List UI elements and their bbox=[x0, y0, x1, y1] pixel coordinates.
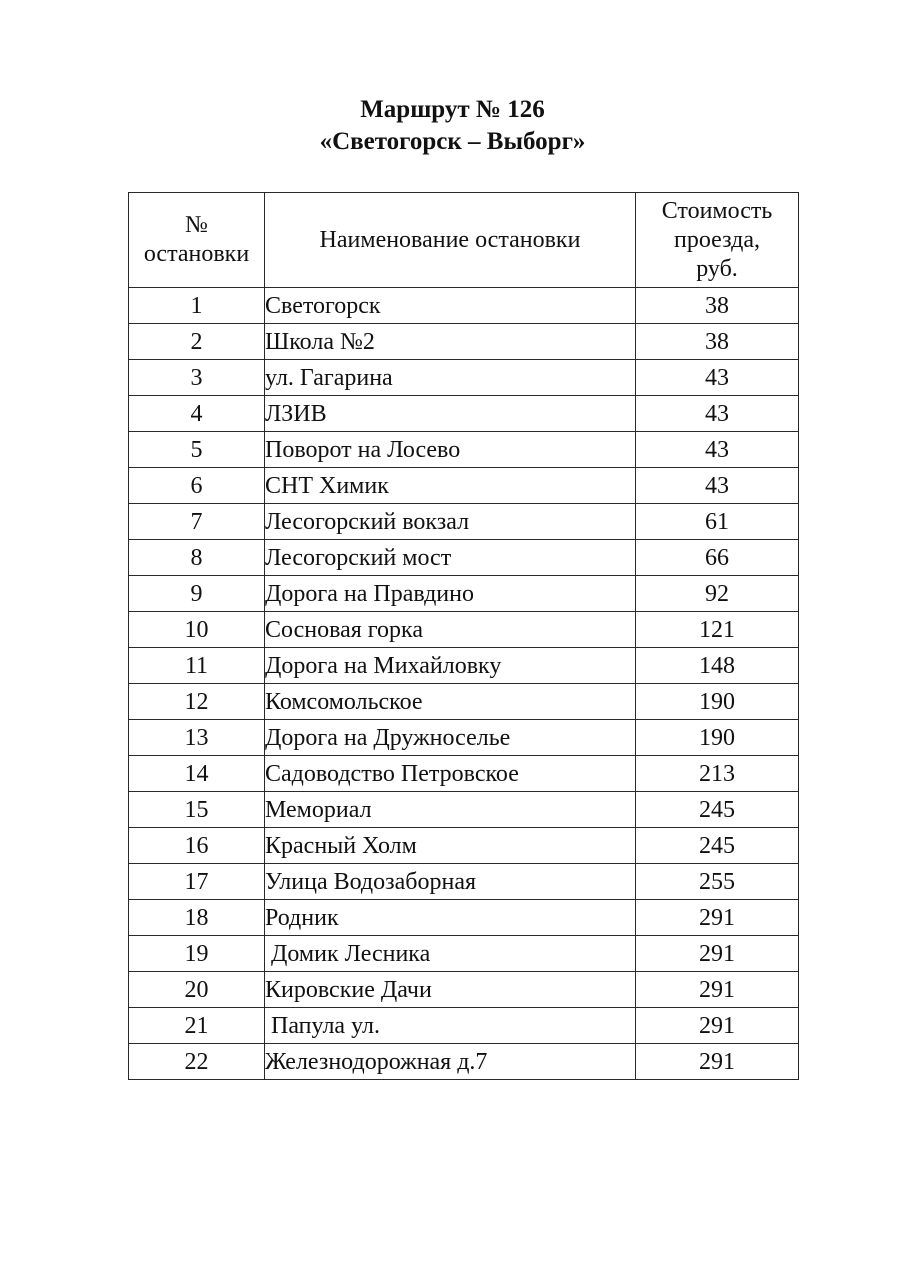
stop-name-cell: Родник bbox=[265, 900, 636, 936]
stop-name-cell: Школа №2 bbox=[265, 324, 636, 360]
route-name-title: «Светогорск – Выборг» bbox=[319, 128, 586, 155]
stop-number-cell: 17 bbox=[129, 864, 265, 900]
fare-cell: 92 bbox=[636, 576, 799, 612]
fare-cell: 43 bbox=[636, 396, 799, 432]
stop-name-cell: Дорога на Михайловку bbox=[265, 648, 636, 684]
header-fare-line3: руб. bbox=[696, 255, 738, 282]
stop-name-cell: Кировские Дачи bbox=[265, 972, 636, 1008]
fare-cell: 66 bbox=[636, 540, 799, 576]
table-row bbox=[129, 324, 799, 360]
stop-name-cell: Дорога на Дружноселье bbox=[265, 720, 636, 756]
table-row bbox=[129, 648, 799, 684]
document-title bbox=[0, 94, 905, 158]
fare-cell: 61 bbox=[636, 504, 799, 540]
fare-cell: 148 bbox=[636, 648, 799, 684]
stop-name-cell: СНТ Химик bbox=[265, 468, 636, 504]
fare-cell: 255 bbox=[636, 864, 799, 900]
stop-name-cell: ЛЗИВ bbox=[265, 396, 636, 432]
fare-table-header bbox=[129, 193, 799, 288]
stop-name-cell: ул. Гагарина bbox=[265, 360, 636, 396]
table-row bbox=[129, 612, 799, 648]
header-row bbox=[129, 193, 799, 288]
stop-number-cell: 5 bbox=[129, 432, 265, 468]
fare-cell: 291 bbox=[636, 972, 799, 1008]
fare-cell: 38 bbox=[636, 288, 799, 324]
route-number-title: Маршрут № 126 bbox=[360, 96, 545, 123]
stop-name-cell: Сосновая горка bbox=[265, 612, 636, 648]
fare-cell: 190 bbox=[636, 684, 799, 720]
fare-cell: 291 bbox=[636, 1044, 799, 1080]
table-row bbox=[129, 432, 799, 468]
fare-cell: 43 bbox=[636, 432, 799, 468]
stop-number-cell: 21 bbox=[129, 1008, 265, 1044]
header-stop-name-label: Наименование остановки bbox=[319, 226, 581, 253]
fare-table-body bbox=[129, 288, 799, 1080]
table-row bbox=[129, 468, 799, 504]
stop-name-cell: Дорога на Правдино bbox=[265, 576, 636, 612]
table-row bbox=[129, 864, 799, 900]
header-stop-number bbox=[129, 193, 265, 288]
stop-number-cell: 22 bbox=[129, 1044, 265, 1080]
table-row bbox=[129, 972, 799, 1008]
table-row bbox=[129, 396, 799, 432]
stop-number-cell: 19 bbox=[129, 936, 265, 972]
stop-number-cell: 7 bbox=[129, 504, 265, 540]
table-row bbox=[129, 576, 799, 612]
stop-name-cell: Улица Водозаборная bbox=[265, 864, 636, 900]
header-fare-line1: Стоимость bbox=[661, 197, 773, 224]
fare-cell: 291 bbox=[636, 1008, 799, 1044]
stop-name-cell: Домик Лесника bbox=[265, 936, 636, 972]
fare-cell: 190 bbox=[636, 720, 799, 756]
stop-number-cell: 1 bbox=[129, 288, 265, 324]
stop-name-cell: Лесогорский мост bbox=[265, 540, 636, 576]
table-row bbox=[129, 1044, 799, 1080]
stop-name-cell: Комсомольское bbox=[265, 684, 636, 720]
fare-cell: 38 bbox=[636, 324, 799, 360]
fare-cell: 245 bbox=[636, 828, 799, 864]
header-fare-line2: проезда, bbox=[674, 226, 760, 253]
fare-cell: 291 bbox=[636, 936, 799, 972]
fare-cell: 291 bbox=[636, 900, 799, 936]
table-row bbox=[129, 684, 799, 720]
table-row bbox=[129, 900, 799, 936]
stop-number-cell: 18 bbox=[129, 900, 265, 936]
table-row bbox=[129, 792, 799, 828]
stop-number-cell: 2 bbox=[129, 324, 265, 360]
table-row bbox=[129, 540, 799, 576]
stop-number-cell: 20 bbox=[129, 972, 265, 1008]
table-row bbox=[129, 504, 799, 540]
stop-name-cell: Мемориал bbox=[265, 792, 636, 828]
fare-cell: 121 bbox=[636, 612, 799, 648]
fare-cell: 245 bbox=[636, 792, 799, 828]
stop-number-cell: 14 bbox=[129, 756, 265, 792]
stop-name-cell: Папула ул. bbox=[265, 1008, 636, 1044]
table-row bbox=[129, 936, 799, 972]
stop-name-cell: Лесогорский вокзал bbox=[265, 504, 636, 540]
header-stop-name bbox=[265, 193, 636, 288]
header-stop-number-line2: остановки bbox=[143, 241, 250, 267]
stop-name-cell: Красный Холм bbox=[265, 828, 636, 864]
stop-number-cell: 3 bbox=[129, 360, 265, 396]
stop-name-cell: Садоводство Петровское bbox=[265, 756, 636, 792]
stop-number-cell: 8 bbox=[129, 540, 265, 576]
table-row bbox=[129, 720, 799, 756]
table-row bbox=[129, 756, 799, 792]
stop-number-cell: 15 bbox=[129, 792, 265, 828]
stop-number-cell: 10 bbox=[129, 612, 265, 648]
table-row bbox=[129, 360, 799, 396]
table-row bbox=[129, 828, 799, 864]
fare-table bbox=[128, 192, 799, 1080]
header-fare bbox=[636, 193, 799, 288]
stop-number-cell: 9 bbox=[129, 576, 265, 612]
stop-number-cell: 6 bbox=[129, 468, 265, 504]
stop-number-cell: 13 bbox=[129, 720, 265, 756]
stop-number-cell: 12 bbox=[129, 684, 265, 720]
fare-cell: 43 bbox=[636, 360, 799, 396]
fare-cell: 43 bbox=[636, 468, 799, 504]
table-row bbox=[129, 1008, 799, 1044]
stop-number-cell: 4 bbox=[129, 396, 265, 432]
stop-number-cell: 11 bbox=[129, 648, 265, 684]
stop-number-cell: 16 bbox=[129, 828, 265, 864]
stop-name-cell: Поворот на Лосево bbox=[265, 432, 636, 468]
fare-cell: 213 bbox=[636, 756, 799, 792]
stop-name-cell: Светогорск bbox=[265, 288, 636, 324]
header-stop-number-line1: № bbox=[185, 212, 208, 238]
stop-name-cell: Железнодорожная д.7 bbox=[265, 1044, 636, 1080]
table-row bbox=[129, 288, 799, 324]
